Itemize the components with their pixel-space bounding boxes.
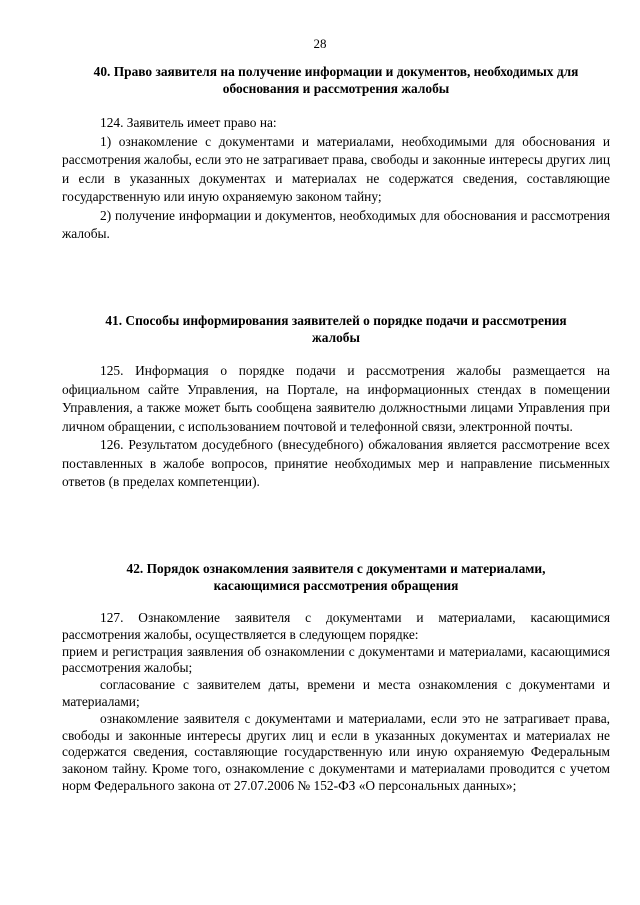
paragraph: 127. Ознакомление заявителя с документами и материалами, касающимися рассмотрения жалобы, осуществляется в следующем порядке: [62, 610, 610, 642]
section-heading [62, 63, 610, 97]
heading-line: 40. Право заявителя на получение информации и документов, необходимых для [93, 64, 579, 79]
heading-line: касающимися рассмотрения обращения [213, 578, 459, 593]
heading-line: 42. Порядок ознакомления заявителя с документами и материалами, [126, 561, 546, 576]
paragraph: согласование с заявителем даты, времени и места ознакомления с документами и материалами; [62, 677, 610, 709]
section-41 [62, 312, 610, 492]
paragraph: 124. Заявитель имеет право на: [100, 115, 277, 130]
page-number: 28 [313, 36, 327, 51]
heading-line: 41. Способы информирования заявителей о порядке подачи и рассмотрения [105, 313, 567, 328]
paragraph: 125. Информация о порядке подачи и рассмотрения жалобы размещается на официальном сайте Управления, на Портале, на информационных стендах в помещении Управления, а также может быть сообщена заявителю должностными лицами Управления при личном обращении, с использованием почтовой и телефонной связи, электронной почты. [62, 363, 610, 434]
paragraph: 126. Результатом досудебного (внесудебного) обжалования является рассмотрение всех поставленных в жалобе вопросов, принятие необходимых мер и направление письменных ответов (в пределах компетенции). [62, 437, 610, 489]
heading-line: обоснования и рассмотрения жалобы [222, 81, 450, 96]
section-heading [62, 312, 610, 346]
section-40 [62, 63, 610, 244]
paragraph: прием и регистрация заявления об ознакомлении с документами и материалами, касающимися рассмотрения жалобы; [62, 643, 610, 676]
heading-line: жалобы [312, 330, 360, 345]
paragraph: 2) получение информации и документов, необходимых для обоснования и рассмотрения жалобы. [62, 207, 610, 241]
paragraph: 1) ознакомление с документами и материалами, необходимыми для обоснования и рассмотрения жалобы, если это не затрагивает права, свободы и законные интересы других лиц и если в указанных документах и материалах не содержатся сведения, составляющие государственную или иную охраняемую законом тайну; [62, 133, 610, 204]
section-heading [62, 560, 610, 594]
paragraph: ознакомление заявителя с документами и материалами, если это не затрагивает права, свободы и законные интересы других лиц и если в указанных документах и материалах не содержатся сведения, составляющие государственную или иную охраняемую Федеральным законом тайну. Кроме того, ознакомление с документами и материалами проводится с учетом норм Федерального закона от 27.07.2006 № 152-ФЗ «О персональных данных»; [62, 710, 610, 793]
section-42 [62, 560, 610, 795]
